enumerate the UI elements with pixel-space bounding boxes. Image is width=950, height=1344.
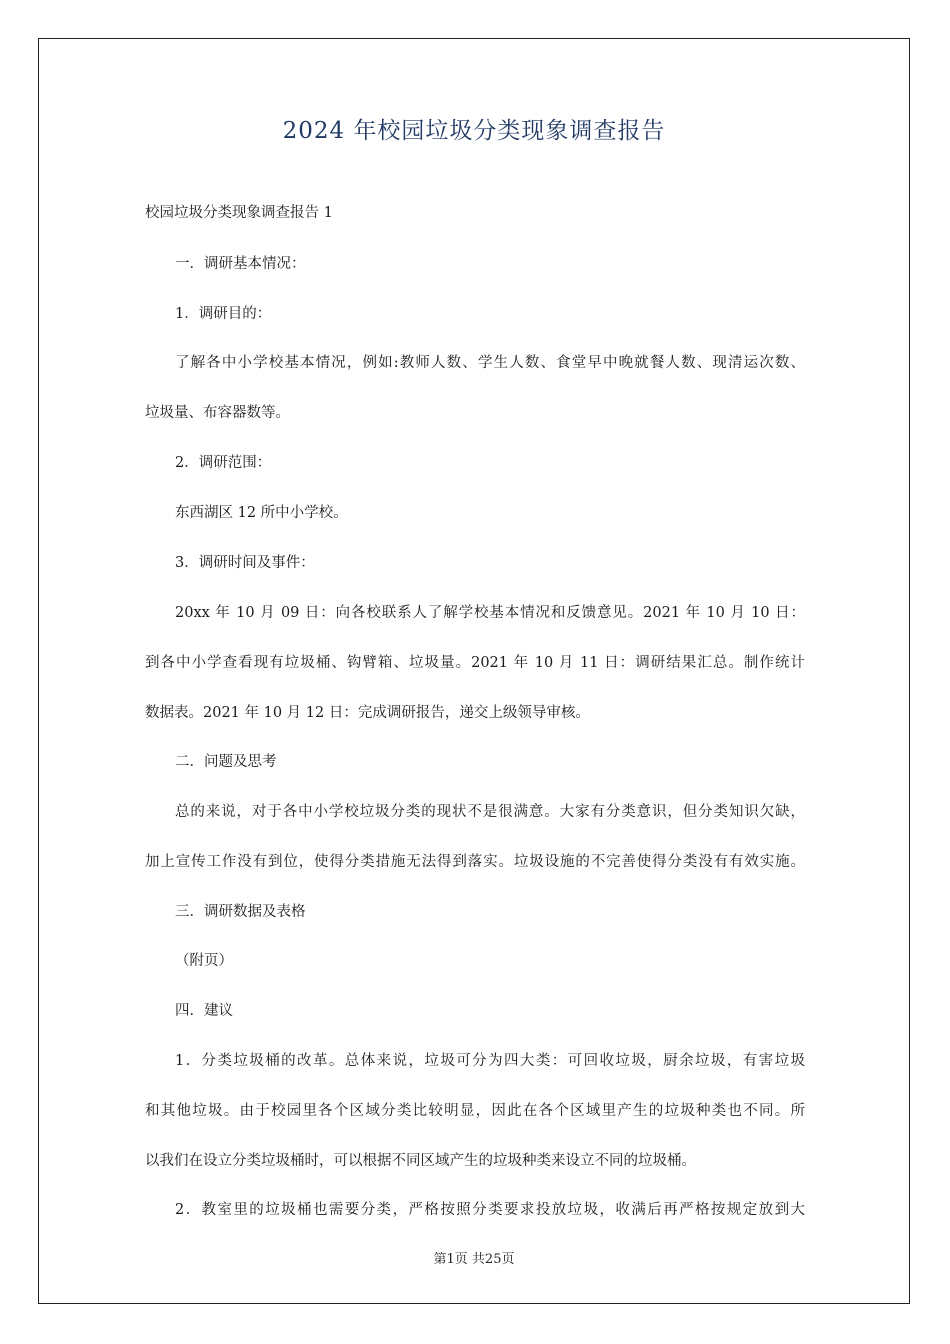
paragraph-line: 了解各中小学校基本情况，例如:教师人数、学生人数、食堂早中晚就餐人数、现清运次数、 <box>175 355 805 371</box>
document-title: 2024 年校园垃圾分类现象调查报告 <box>282 118 666 144</box>
section-heading-3: 三．调研数据及表格 <box>175 904 306 920</box>
section-heading-1: 一．调研基本情况： <box>175 256 306 272</box>
section-heading-2: 二．问题及思考 <box>175 754 277 770</box>
paragraph-line: 垃圾量、布容器数等。 <box>145 405 290 421</box>
paragraph-line: 20xx 年 10 月 09 日：向各校联系人了解学校基本情况和反馈意见。2021 年 10 月 10 日： <box>175 605 805 621</box>
section-heading-4: 四．建议 <box>175 1003 233 1019</box>
paragraph-line: 2．教室里的垃圾桶也需要分类，严格按照分类要求投放垃圾，收满后再严格按规定放到大 <box>175 1202 805 1218</box>
paragraph-line: 到各中小学查看现有垃圾桶、钩臂箱、垃圾量。2021 年 10 月 11 日：调研结果汇总。制作统计 <box>145 655 805 671</box>
paragraph-line: 以我们在设立分类垃圾桶时，可以根据不同区域产生的垃圾种类来设立不同的垃圾桶。 <box>145 1153 696 1169</box>
paragraph-line: 和其他垃圾。由于校园里各个区域分类比较明显，因此在各个区域里产生的垃圾种类也不同。所 <box>145 1103 805 1119</box>
appendix-note: （附页） <box>175 953 233 969</box>
report-subtitle: 校园垃圾分类现象调查报告 1 <box>145 205 333 221</box>
paragraph-line: 总的来说，对于各中小学校垃圾分类的现状不是很满意。大家有分类意识，但分类知识欠缺， <box>175 804 805 820</box>
item-heading-time: 3．调研时间及事件： <box>175 555 315 571</box>
paragraph-line: 数据表。2021 年 10 月 12 日：完成调研报告，递交上级领导审核。 <box>145 705 590 721</box>
item-heading-scope: 2．调研范围： <box>175 455 272 471</box>
item-heading-purpose: 1．调研目的： <box>175 306 272 322</box>
page-number-footer: 第1页 共25页 <box>433 1252 515 1267</box>
paragraph-line: 东西湖区 12 所中小学校。 <box>175 505 348 521</box>
paragraph-line: 1．分类垃圾桶的改革。总体来说，垃圾可分为四大类：可回收垃圾，厨余垃圾，有害垃圾 <box>175 1053 805 1069</box>
paragraph-line: 加上宣传工作没有到位，使得分类措施无法得到落实。垃圾设施的不完善使得分类没有有效实施。 <box>145 854 805 870</box>
